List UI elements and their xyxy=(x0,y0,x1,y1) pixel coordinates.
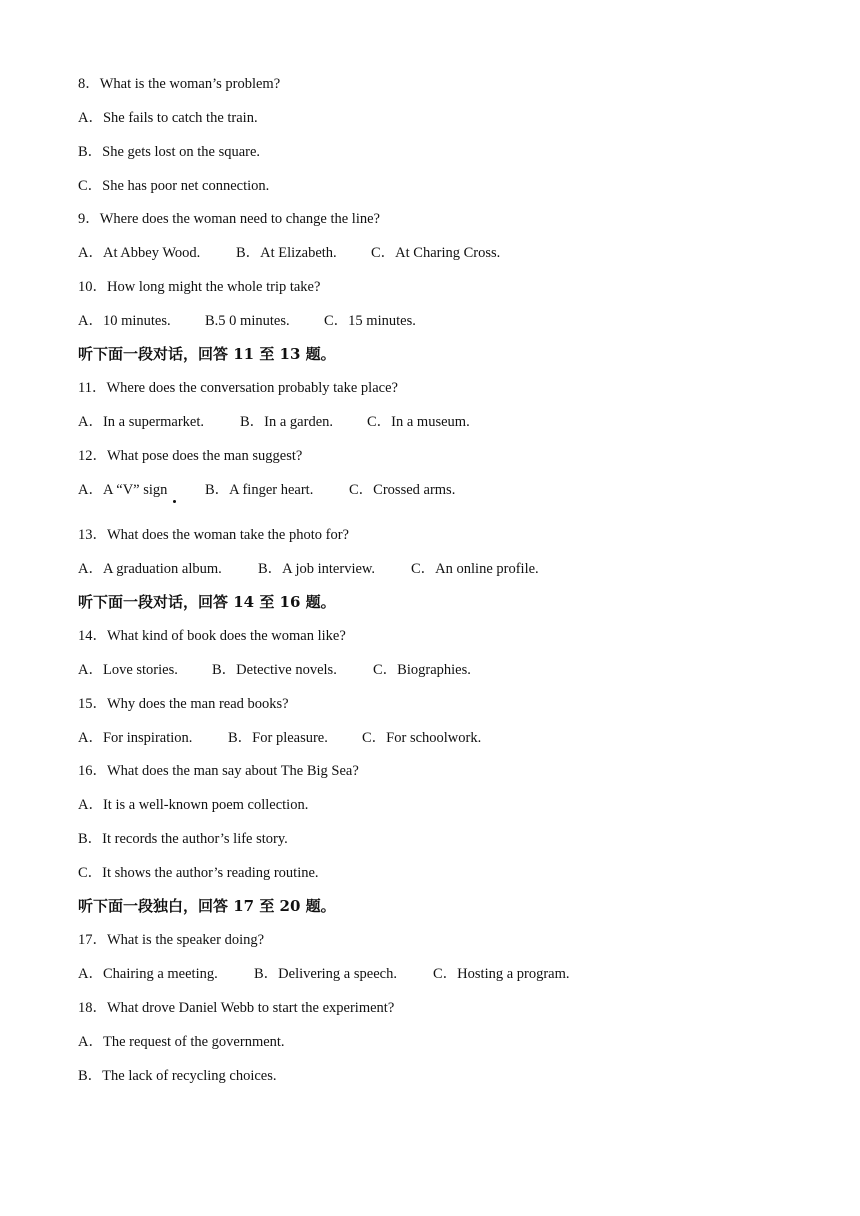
question-8-option-c: C．She has poor net connection. xyxy=(78,178,270,194)
question-9-option-a: A．At Abbey Wood. xyxy=(78,245,201,261)
question-13-option-c: C．An online profile. xyxy=(411,561,539,577)
question-15-option-c: C．For schoolwork. xyxy=(362,730,482,746)
question-14-stem: 14．What kind of book does the woman like? xyxy=(78,628,346,644)
question-12-option-b: B．A finger heart. xyxy=(205,482,314,498)
section-heading-17-20: 听下面一段独白，回答 17 至 20 题。 xyxy=(78,897,336,915)
stray-dot-mark xyxy=(173,500,176,503)
question-8-stem: 8．What is the woman’s problem? xyxy=(78,76,281,92)
question-18-stem: 18．What drove Daniel Webb to start the experiment? xyxy=(78,1000,395,1016)
question-13-option-a: A．A graduation album. xyxy=(78,561,222,577)
question-11-option-b: B．In a garden. xyxy=(240,414,334,430)
question-12-stem: 12．What pose does the man suggest? xyxy=(78,448,303,464)
question-11-option-c: C．In a museum. xyxy=(367,414,470,430)
question-13-stem: 13．What does the woman take the photo for? xyxy=(78,527,349,543)
section-heading-14-16: 听下面一段对话，回答 14 至 16 题。 xyxy=(78,593,336,611)
question-16-option-b: B．It records the author’s life story. xyxy=(78,831,288,847)
question-11-option-a: A．In a supermarket. xyxy=(78,414,205,430)
question-8-option-a: A．She fails to catch the train. xyxy=(78,110,258,126)
question-8-option-b: B．She gets lost on the square. xyxy=(78,144,261,160)
question-15-option-a: A．For inspiration. xyxy=(78,730,193,746)
question-15-option-b: B．For pleasure. xyxy=(228,730,328,746)
question-11-stem: 11．Where does the conversation probably take place? xyxy=(78,380,398,396)
question-18-option-b: B．The lack of recycling choices. xyxy=(78,1068,277,1084)
question-16-option-c: C．It shows the author’s reading routine. xyxy=(78,865,319,881)
question-12-option-a: A．A “V” sign xyxy=(78,482,168,498)
question-10-option-a: A．10 minutes. xyxy=(78,313,171,329)
question-10-stem: 10．How long might the whole trip take? xyxy=(78,279,321,295)
question-14-option-c: C．Biographies. xyxy=(373,662,471,678)
question-15-stem: 15．Why does the man read books? xyxy=(78,696,289,712)
question-17-stem: 17．What is the speaker doing? xyxy=(78,932,265,948)
question-17-option-b: B．Delivering a speech. xyxy=(254,966,397,982)
question-14-option-b: B．Detective novels. xyxy=(212,662,337,678)
question-12-option-c: C．Crossed arms. xyxy=(349,482,456,498)
question-10-option-b: B.5 0 minutes. xyxy=(205,313,290,329)
question-16-stem: 16．What does the man say about The Big Sea? xyxy=(78,763,359,779)
question-14-option-a: A．Love stories. xyxy=(78,662,178,678)
question-13-option-b: B．A job interview. xyxy=(258,561,376,577)
question-9-option-b: B．At Elizabeth. xyxy=(236,245,337,261)
question-10-option-c: C．15 minutes. xyxy=(324,313,416,329)
section-heading-11-13: 听下面一段对话，回答 11 至 13 题。 xyxy=(78,345,336,363)
question-9-stem: 9．Where does the woman need to change the line? xyxy=(78,211,380,227)
question-9-option-c: C．At Charing Cross. xyxy=(371,245,501,261)
question-16-option-a: A．It is a well-known poem collection. xyxy=(78,797,309,813)
question-17-option-c: C．Hosting a program. xyxy=(433,966,570,982)
question-18-option-a: A．The request of the government. xyxy=(78,1034,285,1050)
question-17-option-a: A．Chairing a meeting. xyxy=(78,966,218,982)
